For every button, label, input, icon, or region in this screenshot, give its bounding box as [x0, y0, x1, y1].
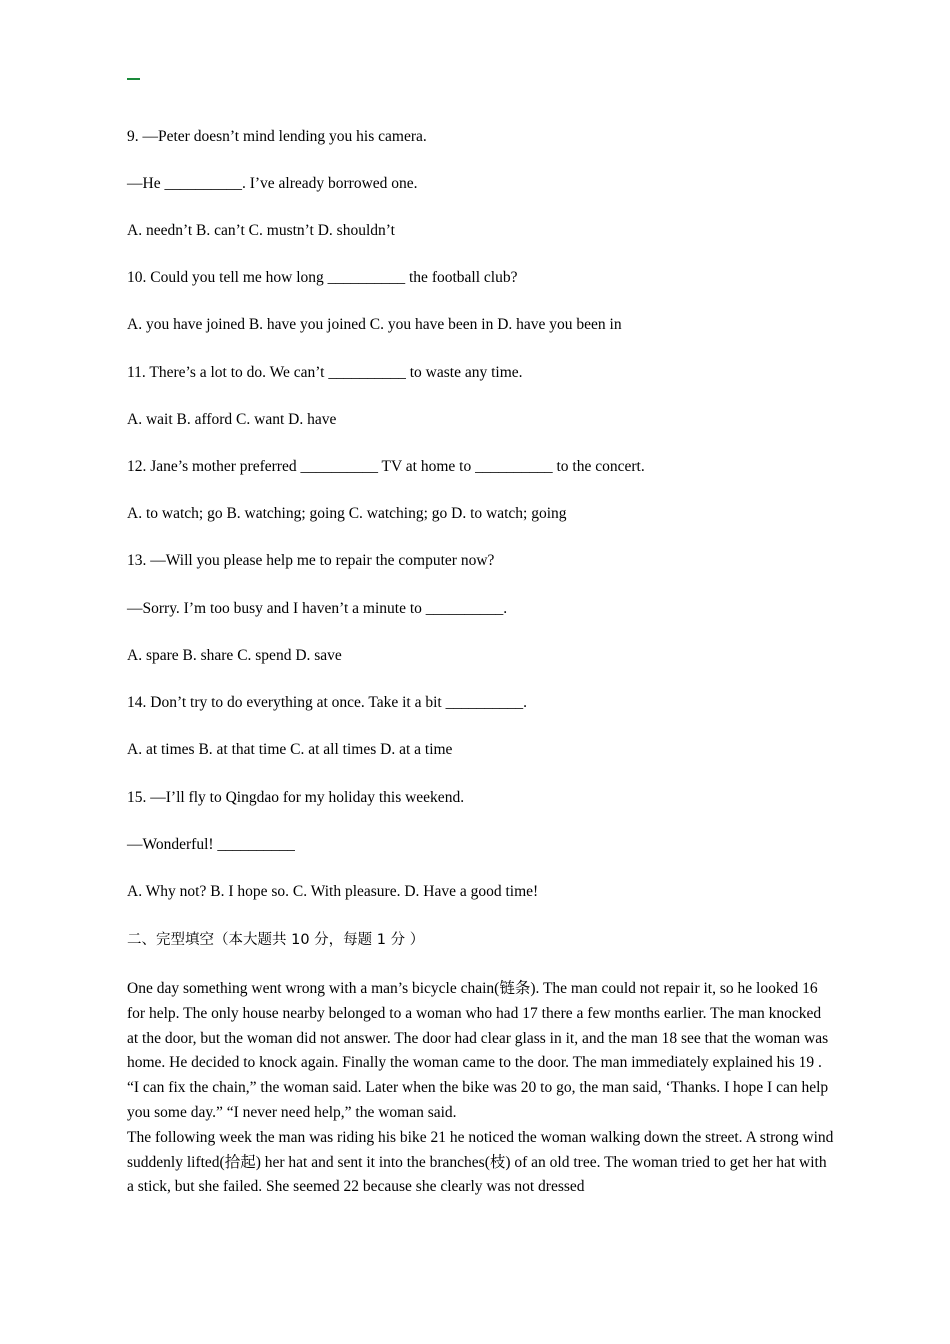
question-11-stem: 11. There’s a lot to do. We can’t __________ to waste any time.: [127, 364, 523, 381]
passage-paragraph-2: The following week the man was riding his bike 21 he noticed the woman walking down the street. A strong wind suddenly lifted(拾起) her hat and sent it into the branches(枝) of an old tree. The woman tried to get her hat with a stick, but she failed. She seemed 22 because she clearly was not dressed: [127, 1128, 834, 1196]
question-15-stem: 15. —I’ll fly to Qingdao for my holiday this weekend.: [127, 789, 465, 806]
question-14-stem: 14. Don’t try to do everything at once. Take it a bit __________.: [127, 694, 527, 711]
passage-paragraph-1: One day something went wrong with a man’s bicycle chain(链条). The man could not repair it, so he looked 16 for help. The only house nearby belonged to a woman who had 17 there a few months earlier. The man knocked at the door, but the woman did not answer. The door had clear glass in it, and the man 18 see that the woman was home. He decided to knock again. Finally the woman came to the door. The man immediately explained his 19 . “I can fix the chain,” the woman said. Later when the bike was 20 to go, the man said, ‘Thanks. I hope I can help you some day.” “I never need help,” the woman said.: [127, 980, 829, 1121]
question-12-options: A. to watch; go B. watching; going C. watching; go D. to watch; going: [127, 505, 567, 522]
question-10-options: A. you have joined B. have you joined C. you have been in D. have you been in: [127, 316, 622, 333]
question-13-options: A. spare B. share C. spend D. save: [127, 647, 342, 664]
question-12-stem: 12. Jane’s mother preferred __________ TV at home to __________ to the concert.: [127, 458, 645, 475]
question-11-options: A. wait B. afford C. want D. have: [127, 411, 337, 428]
question-13-stem: 13. —Will you please help me to repair the computer now?: [127, 552, 495, 569]
question-14-options: A. at times B. at that time C. at all times D. at a time: [127, 741, 453, 758]
question-10-stem: 10. Could you tell me how long __________ the football club?: [127, 269, 518, 286]
question-15-options: A. Why not? B. I hope so. C. With pleasure. D. Have a good time!: [127, 883, 539, 900]
green-dash-mark: [127, 78, 140, 80]
cloze-passage: [127, 977, 835, 1200]
question-9-stem: 9. —Peter doesn’t mind lending you his camera.: [127, 128, 427, 145]
section-heading-cloze: 二、完型填空（本大题共 10 分，每题 1 分 ）: [127, 932, 425, 948]
question-13-reply: —Sorry. I’m too busy and I haven’t a minute to __________.: [127, 600, 508, 617]
question-9-reply: —He __________. I’ve already borrowed one.: [127, 175, 418, 192]
question-9-options: A. needn’t B. can’t C. mustn’t D. shouldn’t: [127, 222, 395, 239]
question-15-reply: —Wonderful! __________: [127, 836, 295, 853]
